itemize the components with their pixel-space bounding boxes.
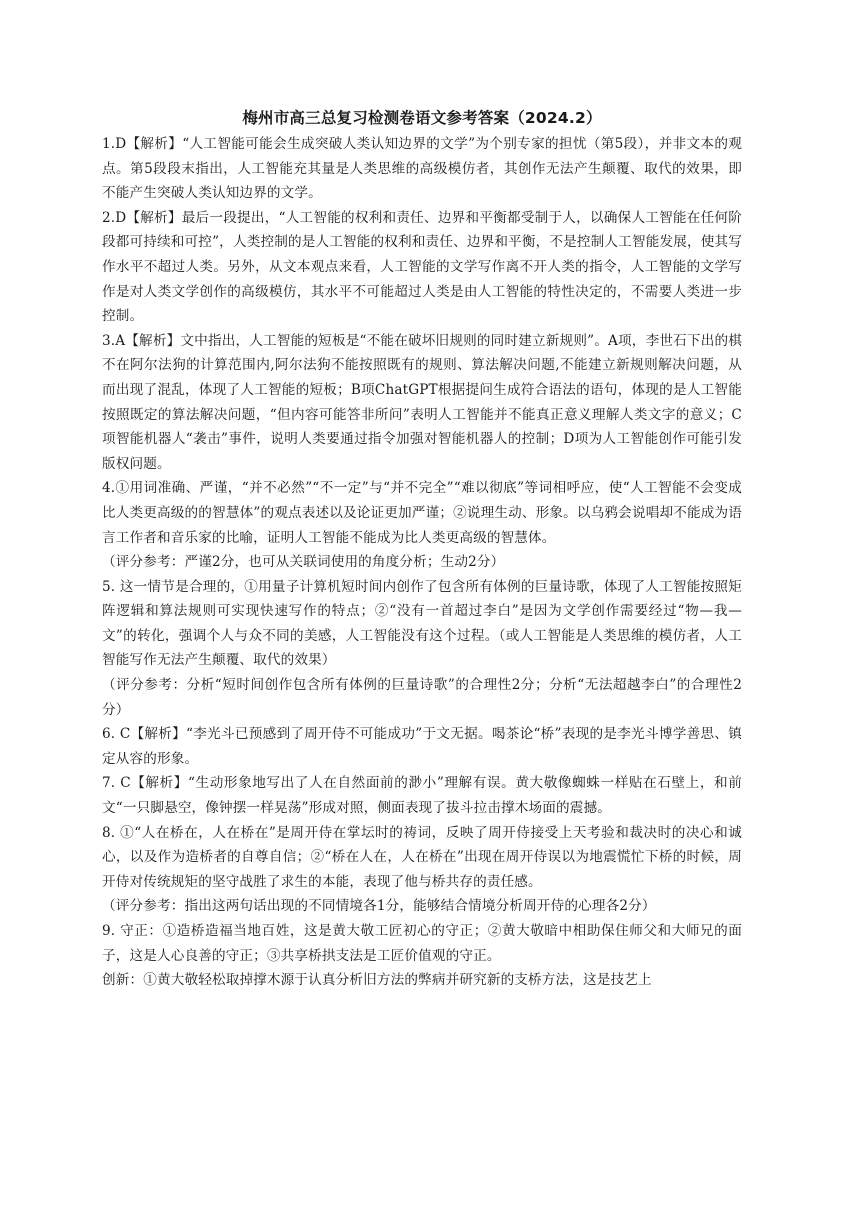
scoring-note-8: （评分参考：指出这两句话出现的不同情境各1分，能够结合情境分析周开侍的心理各2分） (102, 898, 656, 915)
scoring-note-4: （评分参考：严谨2分，也可从关联词使用的角度分析；生动2分） (102, 554, 505, 571)
answer-paragraph-4: 4.①用词准确、严谨，“并不必然”“不一定”与“并不完全”“难以彻底”等词相呼应，使“人工智能不会变成比人类更高级的的智慧体”的观点表述以及论证更加严谨；②说理生动、形象。以乌鸦会说唱却不能成为语言工作者和音乐家的比喻，证明人工智能不能成为比人类更高级的智慧体。 (102, 480, 742, 546)
answer-paragraph-5: 5. 这一情节是合理的，①用量子计算机短时间内创作了包含所有体例的巨量诗歌，体现了人工智能按照矩阵逻辑和算法规则可实现快速写作的特点；②“没有一首超过李白”是因为文学创作需要经过“物—我—文”的转化，强调个人与众不同的美感，人工智能没有这个过程。（或人工智能是人类思维的模仿者，人工智能写作无法产生颠覆、取代的效果） (102, 578, 742, 669)
document-title: 梅州市高三总复习检测卷语文参考答案（2024.2） (242, 109, 602, 127)
answer-paragraph-3: 3.A【解析】文中指出，人工智能的短板是“不能在破坏旧规则的同时建立新规则”。A项，李世石下出的棋不在阿尔法狗的计算范围内,阿尔法狗不能按照既有的规则、算法解决问题,不能建立新规则解决问题，从而出现了混乱，体现了人工智能的短板；B项ChatGPT根据提问生成符合语法的语句，体现的是人工智能按照既定的算法解决问题，“但内容可能答非所问”表明人工智能并不能真正意义理解人类文字的意义；C项智能机器人“袭击”事件，说明人类要通过指令加强对智能机器人的控制；D项为人工智能创作可能引发版权问题。 (102, 332, 742, 472)
answer-paragraph-9: 9. 守正：①造桥造福当地百姓，这是黄大敬工匠初心的守正；②黄大敬暗中相助保住师父和大师兄的面子，这是人心良善的守正；③共享桥拱支法是工匠价值观的守正。 (102, 923, 742, 964)
answer-paragraph-6: 6. C【解析】“李光斗已预感到了周开侍不可能成功”于文无据。喝茶论“桥”表现的是李光斗博学善思、镇定从容的形象。 (102, 726, 742, 767)
answer-paragraph-7: 7. C【解析】“生动形象地写出了人在自然面前的渺小”理解有误。黄大敬像蜘蛛一样贴在石壁上，和前文“一只脚悬空，像钟摆一样晃荡”形成对照，侧面表现了拔斗拉击撑木场面的震撼。 (102, 775, 742, 817)
answer-paragraph-9-innovation: 创新：①黄大敬轻松取掉撑木源于认真分析旧方法的弊病并研究新的支桥方法，这是技艺上 (102, 972, 652, 989)
scoring-note-5: （评分参考：分析“短时间创作包含所有体例的巨量诗歌”的合理性2分；分析“无法超越李白”的合理性2分） (102, 677, 742, 718)
answer-paragraph-2: 2.D【解析】最后一段提出，“人工智能的权利和责任、边界和平衡都受制于人，以确保人工智能在任何阶段都可持续和可控”，人类控制的是人工智能的权利和责任、边界和平衡，不是控制人工智能发展，使其写作水平不超过人类。另外，从文本观点来看，人工智能的文学写作离不开人类的指令，人工智能的文学写作是对人类文学创作的高级模仿，其水平不可能超过人类是由人工智能的特性决定的，不需要人类进一步控制。 (102, 209, 742, 325)
answer-document (102, 104, 742, 993)
answer-paragraph-1: 1.D【解析】“人工智能可能会生成突破人类认知边界的文学”为个别专家的担忧（第5段），并非文本的观点。第5段段末指出，人工智能充其量是人类思维的高级模仿者，其创作无法产生颠覆、取代的效果，即不能产生突破人类认知边界的文学。 (102, 136, 742, 202)
answer-paragraph-8: 8. ①“人在桥在，人在桥在”是周开侍在掌坛时的祷词，反映了周开侍接受上天考验和裁决时的决心和诚心，以及作为造桥者的自尊自信；②“桥在人在，人在桥在”出现在周开侍误以为地震慌忙下桥的时候，周开侍对传统规矩的坚守战胜了求生的本能，表现了他与桥共存的责任感。 (102, 824, 742, 890)
